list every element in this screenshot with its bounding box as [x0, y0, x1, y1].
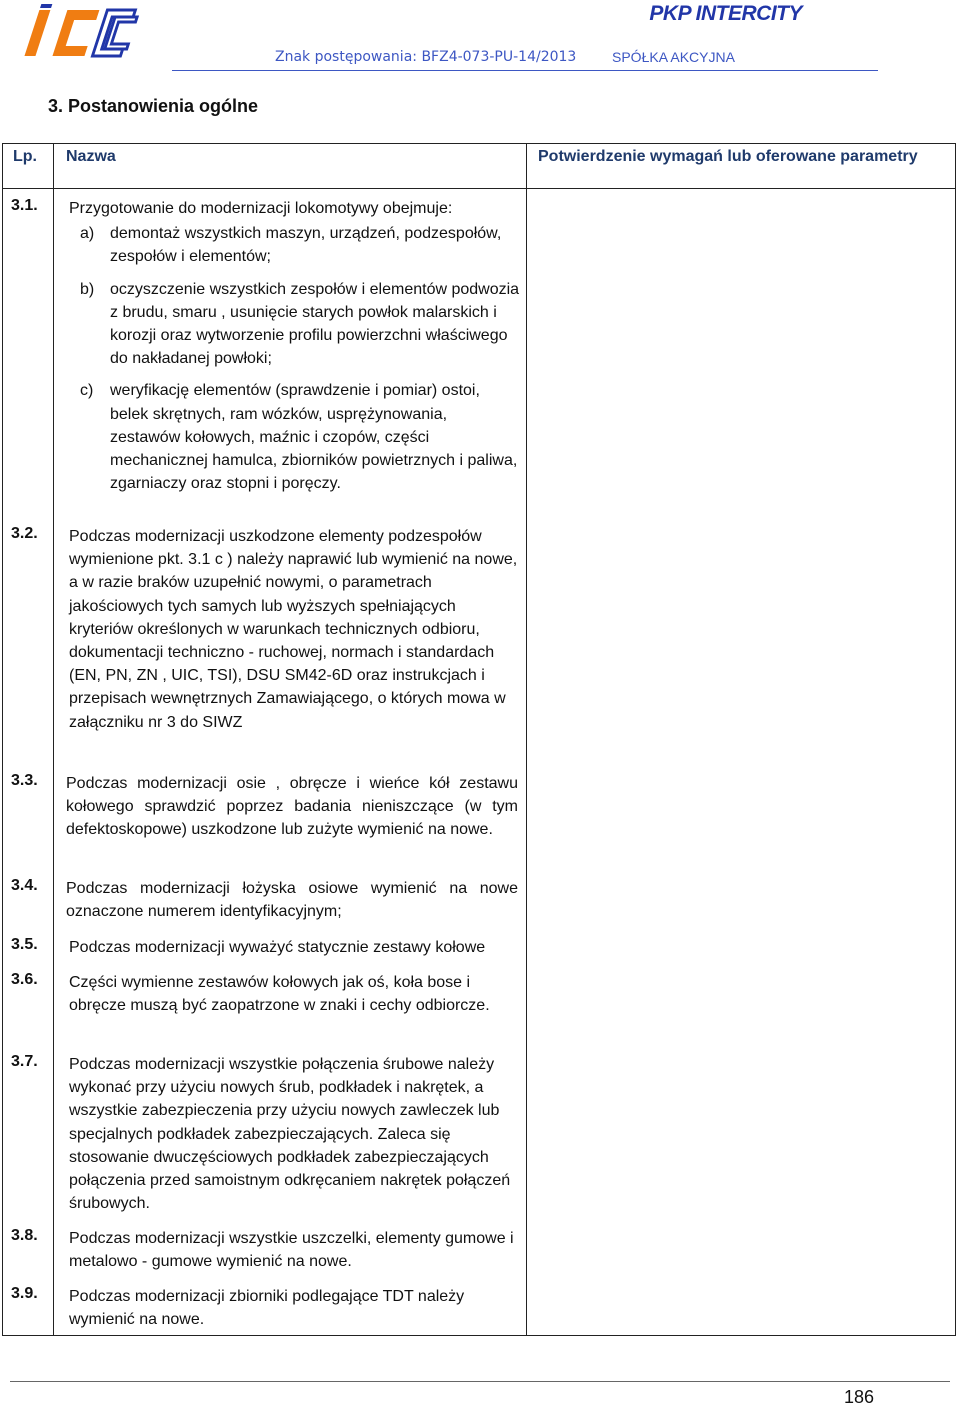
row-number: 3.5.	[11, 936, 38, 953]
header-divider	[172, 70, 878, 71]
row-number: 3.2.	[11, 525, 38, 542]
brand-name: PKP INTERCITY	[649, 2, 802, 25]
page-number: 186	[844, 1387, 875, 1407]
column-divider	[526, 144, 527, 1335]
company-type: SPÓŁKA AKCYJNA	[612, 49, 735, 65]
row-content	[69, 197, 521, 495]
list-item	[69, 222, 521, 268]
sub-list	[69, 222, 521, 495]
list-item-label: c)	[80, 382, 94, 400]
row-number: 3.6.	[11, 971, 38, 988]
row-number: 3.1.	[11, 197, 38, 214]
list-item-label: b)	[80, 280, 95, 298]
procedure-reference: Znak postępowania: BFZ4-073-PU-14/2013	[275, 49, 577, 65]
list-item-text: demontaż wszystkich maszyn, urządzeń, podzespołów, zespołów i elementów;	[110, 225, 502, 266]
list-item	[69, 278, 521, 371]
list-item	[69, 379, 521, 495]
header-row-divider	[3, 188, 955, 189]
section-title: 3. Postanowienia ogólne	[48, 96, 259, 116]
row-number: 3.4.	[11, 877, 38, 894]
column-header-lp: Lp.	[13, 148, 37, 165]
row-text: Części wymienne zestawów kołowych jak oś, koła bose i obręcze muszą być zaopatrzone w znaki i cechy odbiorcze.	[69, 974, 490, 1015]
row-text: Podczas modernizacji wszystkie połączenia śrubowe należy wykonać przy użyciu nowych śrub, podkładek i nakrętek, a wszystkie zabezpieczenia przy użyciu nowych zawleczek lub specjalnych podkładek zabezpieczających. Zaleca się stosowanie dwuczęściowych podkładek zabezpieczających połączenia przed samoistnym odkręcaniem nakrętek połączeń śrubowych.	[69, 1056, 511, 1213]
row-intro: Przygotowanie do modernizacji lokomotywy obejmuje:	[69, 200, 453, 217]
row-text: Podczas modernizacji łożyska osiowe wymienić na nowe oznaczone numerem identyfikacyjnym;	[66, 880, 518, 921]
list-item-text: weryfikację elementów (sprawdzenie i pomiar) ostoi, belek skrętnych, ram wózków, usprężynowania, zestawów kołowych, maźnic i czopów, części mechanicznej hamulca, zbiorników powietrznych i paliwa, zgarniaczy oraz stopni i poręczy.	[110, 382, 518, 493]
row-number: 3.3.	[11, 772, 38, 789]
row-number: 3.8.	[11, 1227, 38, 1244]
row-text: Podczas modernizacji wszystkie uszczelki, elementy gumowe i metalowo - gumowe wymienić na nowe.	[69, 1230, 514, 1271]
list-item-text: oczyszczenie wszystkich zespołów i elementów podwozia z brudu, smaru , usunięcie starych powłok malarskich i korozji oraz wytworzenie profilu powierzchni właściwego do nakładanej powłoki;	[110, 280, 520, 368]
footer-divider	[10, 1381, 950, 1382]
list-item-label: a)	[80, 225, 95, 243]
column-divider	[53, 144, 54, 1335]
row-text: Podczas modernizacji uszkodzone elementy podzespołów wymienione pkt. 3.1 c ) należy naprawić lub wymienić na nowe, a w razie braków uzupełnić nowymi, o parametrach jakościowych tych samych lub wyższych spełniających kryteriów określonych w warunkach technicznych odbioru, dokumentacji techniczno - ruchowej, normach i standardach (EN, PN, ZN , UIC, TSI), DSU SM42-6D oraz instrukcjach i przepisach wewnętrznych Zamawiającego, o których mowa w załączniku nr 3 do SIWZ	[69, 528, 518, 731]
requirements-table	[2, 143, 956, 1336]
page-header	[0, 0, 960, 80]
row-text: Podczas modernizacji wyważyć statycznie zestawy kołowe	[69, 939, 486, 956]
column-header-name: Nazwa	[66, 148, 116, 165]
column-header-confirm: Potwierdzenie wymagań lub oferowane parametry	[538, 148, 918, 165]
intercity-logo	[12, 2, 162, 64]
row-number: 3.9.	[11, 1285, 38, 1302]
row-number: 3.7.	[11, 1053, 38, 1070]
row-text: Podczas modernizacji zbiorniki podlegające TDT należy wymienić na nowe.	[69, 1288, 465, 1329]
row-text: Podczas modernizacji osie , obręcze i wieńce kół zestawu kołowego sprawdzić poprzez badania nieniszczące (w tym defektoskopowe) uszkodzone lub zużyte wymienić na nowe.	[66, 775, 518, 839]
